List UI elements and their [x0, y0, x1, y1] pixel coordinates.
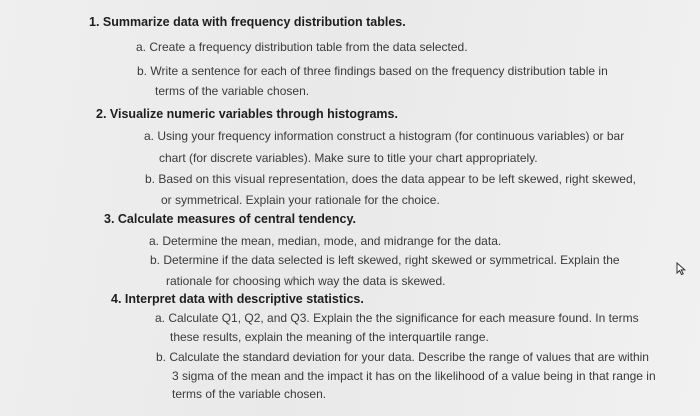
- item-1-heading: 1. Summarize data with frequency distribution tables.: [89, 15, 406, 29]
- item-4a-line-2: these results, explain the meaning of the interquartile range.: [170, 330, 489, 344]
- item-3b-line-2: rationale for choosing which way the data is skewed.: [166, 274, 446, 288]
- item-4b-line-3: terms of the variable chosen.: [172, 387, 327, 401]
- item-2-heading: 2. Visualize numeric variables through histograms.: [96, 107, 398, 121]
- item-2b-line-2: or symmetrical. Explain your rationale for the choice.: [161, 193, 440, 207]
- item-1b-line-1: b. Write a sentence for each of three findings based on the frequency distribution table in: [137, 64, 608, 78]
- item-4b-line-1: b. Calculate the standard deviation for your data. Describe the range of values that are within: [156, 350, 649, 364]
- item-3a-line-1: a. Determine the mean, median, mode, and midrange for the data.: [149, 234, 502, 248]
- item-4b-line-2: 3 sigma of the mean and the impact it has on the likelihood of a value being in that range in: [172, 369, 656, 383]
- item-1b-line-2: terms of the variable chosen.: [155, 84, 310, 98]
- item-3b-line-1: b. Determine if the data selected is left skewed, right skewed or symmetrical. Explain the: [150, 253, 620, 267]
- item-2a-line-1: a. Using your frequency information construct a histogram (for continuous variables) or bar: [144, 129, 625, 143]
- item-2a-line-2: chart (for discrete variables). Make sure to title your chart appropriately.: [159, 151, 538, 165]
- item-3-heading: 3. Calculate measures of central tendency.: [104, 212, 356, 226]
- item-1a-line-1: a. Create a frequency distribution table from the data selected.: [136, 40, 468, 54]
- item-4-heading: 4. Interpret data with descriptive statistics.: [111, 292, 364, 306]
- item-4a-line-1: a. Calculate Q1, Q2, and Q3. Explain the the significance for each measure found. In terms: [155, 311, 639, 325]
- mouse-pointer-icon: [675, 262, 689, 276]
- item-2b-line-1: b. Based on this visual representation, does the data appear to be left skewed, right skewed,: [145, 172, 636, 186]
